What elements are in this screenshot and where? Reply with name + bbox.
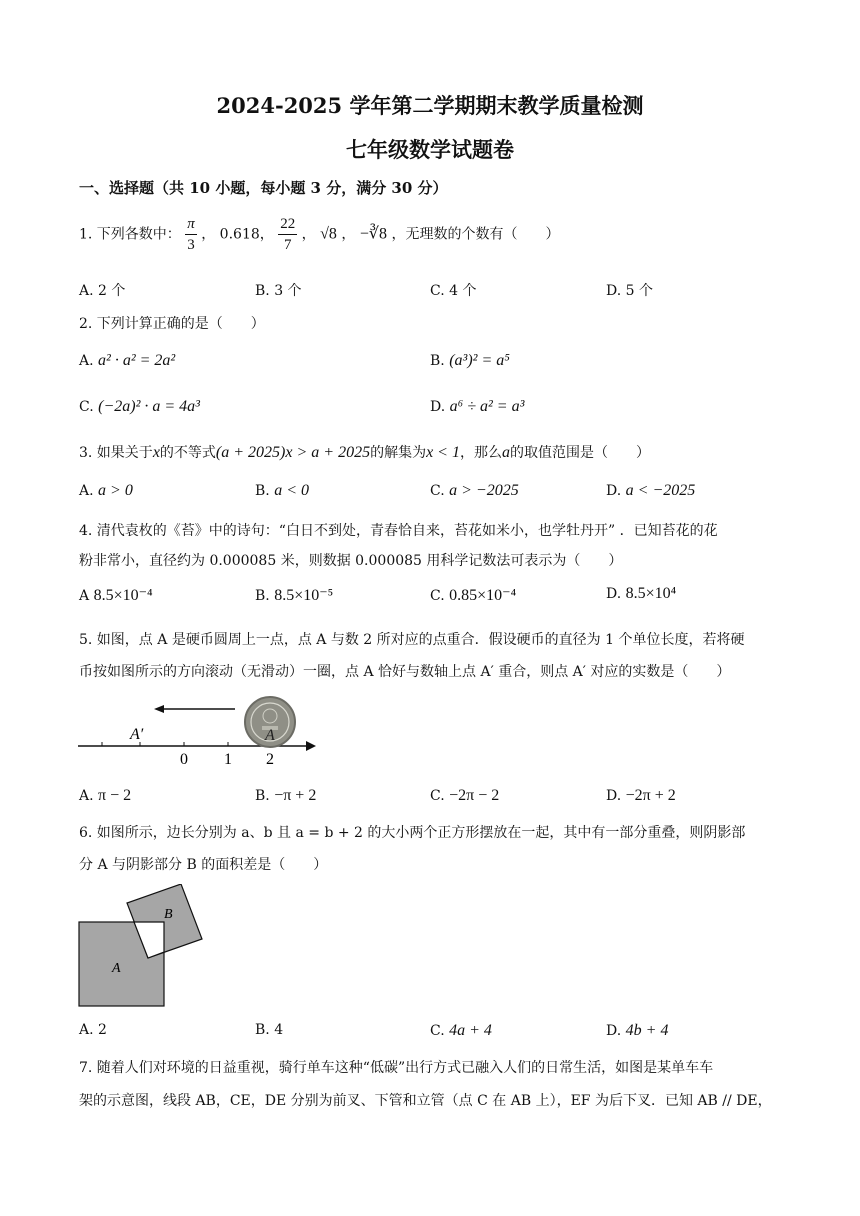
q1-option-d: D. 5 个 — [606, 283, 653, 299]
q5-option-a — [79, 787, 131, 805]
axis-arrowhead-icon — [306, 741, 316, 751]
tick-label-1: 1 — [224, 751, 232, 768]
q5-option-c — [430, 787, 499, 805]
q3-var-x: x — [152, 444, 160, 461]
q1-sep1: ， 0.618， — [201, 226, 274, 243]
q3-option-b — [255, 482, 309, 500]
q3-option-c-label: C. — [430, 483, 445, 499]
q2-option-c — [79, 398, 200, 416]
q5-option-d — [606, 787, 676, 805]
q1-frac2-den: 7 — [283, 237, 292, 253]
q3-part4: ，那么 — [459, 445, 502, 461]
q6-option-c-label: C. — [430, 1023, 445, 1039]
q2-option-d — [430, 398, 524, 416]
question-6-line2: 分 A 与阴影部分 B 的面积差是（ ） — [79, 857, 328, 873]
q4-option-a — [79, 585, 153, 605]
q1-frac1-num: π — [185, 214, 197, 235]
q4-option-c-expr: 0.85×10⁻⁴ — [449, 587, 517, 604]
q2-option-c-expr: (−2a)² · a = 4a³ — [98, 398, 200, 415]
q3-option-c-expr: a > −2025 — [449, 482, 519, 499]
q3-var-a: a — [501, 444, 510, 461]
label-a: A — [265, 727, 275, 744]
q3-part2: 的不等式 — [159, 445, 216, 461]
section-heading: 一、选择题（共 10 小题，每小题 3 分，满分 30 分） — [79, 179, 448, 197]
q1-cbrt8: −∛8 — [359, 225, 388, 243]
q5-option-c-expr: −2π − 2 — [449, 787, 500, 804]
question-6-line1: 6. 如图所示，边长分别为 a、b 且 a = b + 2 的大小两个正方形摆放在一起，其中有一部分重叠，则阴影部 — [79, 825, 746, 841]
q2-option-b-expr: (a³)² = a⁵ — [449, 352, 510, 369]
q2-option-c-label: C. — [79, 399, 94, 415]
q5-option-b — [255, 787, 316, 805]
q2-option-a-label: A. — [79, 353, 94, 369]
number-line-figure — [70, 690, 330, 770]
label-a-prime: A′ — [130, 726, 144, 743]
label-region-b: B — [164, 907, 173, 922]
exam-title: 2024-2025 学年第二学期期末教学质量检测 — [216, 93, 644, 118]
question-7-line1: 7. 随着人们对环境的日益重视，骑行单车这种“低碳”出行方式已融入人们的日常生活，如图是某单车车 — [79, 1060, 714, 1076]
q5-option-a-label: A. — [79, 788, 94, 804]
q6-option-d — [606, 1022, 668, 1040]
tick-label-2: 2 — [266, 751, 274, 768]
q4-option-b-expr: 8.5×10⁻⁵ — [274, 587, 334, 604]
q1-fraction-22-over-7 — [278, 214, 297, 255]
q4-option-b-label: B. — [255, 588, 270, 604]
q6-option-d-label: D. — [606, 1023, 622, 1039]
q4-option-c-label: C. — [430, 588, 445, 604]
q5-option-d-expr: −2π + 2 — [625, 787, 676, 804]
q5-option-b-label: B. — [255, 788, 270, 804]
q3-option-b-expr: a < 0 — [274, 482, 309, 499]
q2-option-d-label: D. — [430, 399, 446, 415]
q3-part3: 的解集为 — [370, 445, 427, 461]
q3-option-d-label: D. — [606, 483, 622, 499]
q4-option-d-label: D. — [606, 586, 622, 602]
q5-option-c-label: C. — [430, 788, 445, 804]
q1-suffix: ，无理数的个数有（ ） — [391, 226, 560, 243]
q3-inequality: (a + 2025)x > a + 2025 — [215, 444, 371, 461]
q1-sqrt8: √8 — [320, 225, 337, 243]
q6-option-b: B. 4 — [255, 1022, 284, 1038]
q1-option-b: B. 3 个 — [255, 283, 302, 299]
q1-option-c: C. 4 个 — [430, 283, 477, 299]
question-3 — [79, 442, 650, 462]
question-5-line2: 币按如图所示的方向滚动（无滑动）一圈，点 A 恰好与数轴上点 A′ 重合，则点 A′ 对应的实数是（ ） — [79, 664, 731, 680]
q4-option-a-expr: 8.5×10⁻⁴ — [93, 587, 153, 604]
q2-option-b — [430, 352, 510, 370]
question-4-line2: 粉非常小，直径约为 0.000085 米，则数据 0.000085 用科学记数法可表示为（ ） — [79, 553, 623, 569]
squares-figure — [74, 884, 214, 1010]
q3-option-b-label: B. — [255, 483, 270, 499]
q3-option-a-expr: a > 0 — [98, 482, 133, 499]
q1-frac1-den: 3 — [187, 237, 195, 253]
q4-option-b — [255, 585, 333, 605]
q4-option-d — [606, 585, 676, 603]
q5-option-b-expr: −π + 2 — [274, 787, 317, 804]
q4-option-c — [430, 585, 516, 605]
q4-option-a-label: A — [79, 588, 90, 604]
q6-option-c-expr: 4a + 4 — [449, 1022, 492, 1039]
q6-option-d-expr: 4b + 4 — [625, 1022, 669, 1039]
tick-label-0: 0 — [180, 751, 188, 768]
q2-option-b-label: B. — [430, 353, 445, 369]
question-1 — [79, 214, 559, 255]
q1-fraction-pi-over-3 — [185, 214, 197, 255]
q6-option-a: A. 2 — [79, 1022, 107, 1038]
q5-option-d-label: D. — [606, 788, 622, 804]
question-4-line1: 4. 清代袁枚的《苔》中的诗句：“白日不到处，青春恰自来，苔花如米小，也学牡丹开” ．已知苔花的花 — [79, 523, 718, 539]
q1-prefix: 1. 下列各数中： — [79, 226, 181, 243]
question-2: 2. 下列计算正确的是（ ） — [79, 316, 265, 332]
label-region-a: A — [112, 961, 121, 976]
q3-solution: x < 1 — [426, 444, 460, 461]
q3-part1: 3. 如果关于 — [79, 445, 153, 461]
q6-option-c — [430, 1022, 492, 1040]
q1-sep2: ， — [301, 226, 316, 243]
q1-option-a: A. 2 个 — [79, 283, 126, 299]
q2-option-a — [79, 352, 175, 370]
q3-option-a — [79, 482, 133, 500]
roll-arrowhead-icon — [154, 705, 164, 713]
exam-subtitle: 七年级数学试题卷 — [346, 137, 514, 162]
q3-option-c — [430, 482, 519, 500]
q5-option-a-expr: π − 2 — [98, 787, 132, 804]
q2-option-d-expr: a⁶ ÷ a² = a³ — [449, 398, 525, 415]
q4-option-d-expr: 8.5×10⁴ — [625, 585, 677, 602]
q3-option-d — [606, 482, 695, 500]
question-7-line2: 架的示意图，线段 AB，CE，DE 分别为前叉、下管和立管（点 C 在 AB 上），EF 为后下叉．已知 AB // DE， — [79, 1093, 772, 1109]
q3-option-a-label: A. — [79, 483, 94, 499]
q3-part5: 的取值范围是（ ） — [509, 445, 650, 461]
question-5-line1: 5. 如图，点 A 是硬币圆周上一点，点 A 与数 2 所对应的点重合．假设硬币的直径为 1 个单位长度，若将硬 — [79, 632, 745, 648]
q1-frac2-num: 22 — [278, 214, 297, 235]
q2-option-a-expr: a² · a² = 2a² — [98, 352, 176, 369]
q3-option-d-expr: a < −2025 — [625, 482, 696, 499]
q1-sep3: ， — [341, 226, 356, 243]
